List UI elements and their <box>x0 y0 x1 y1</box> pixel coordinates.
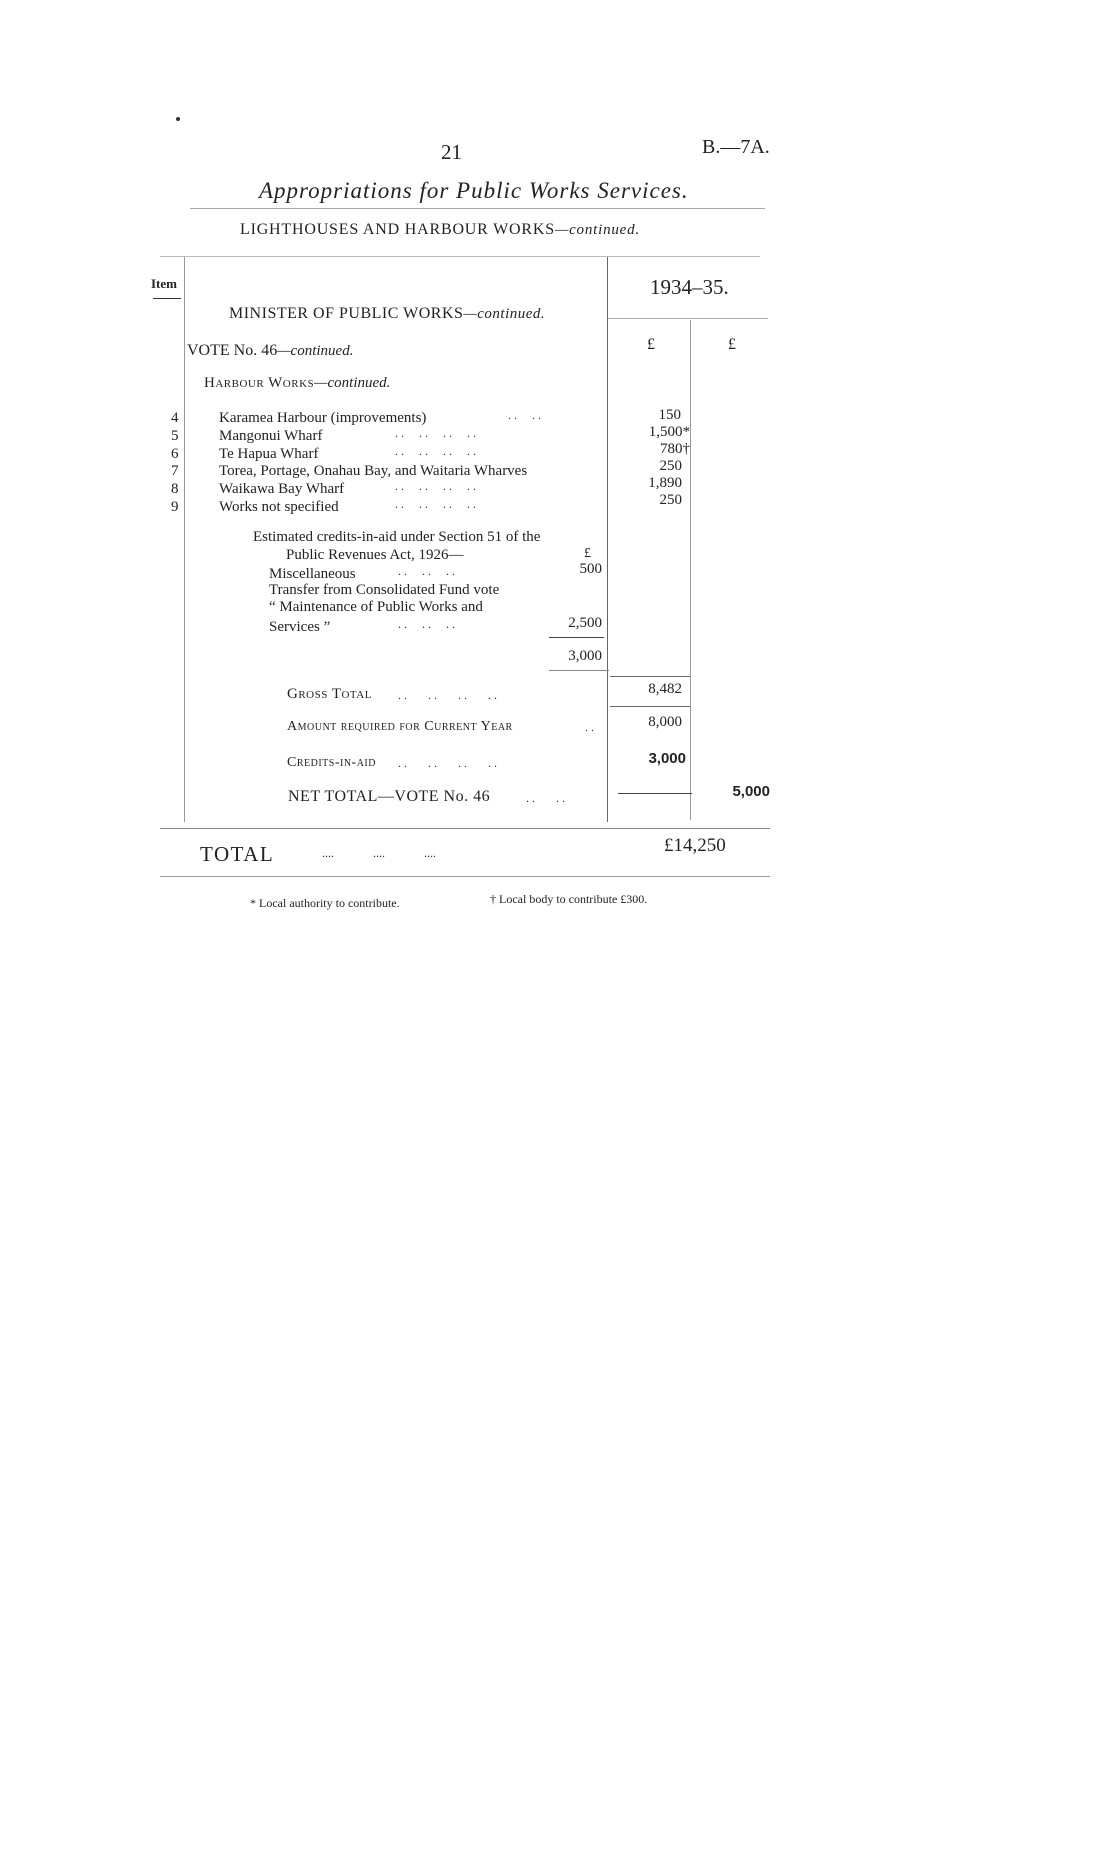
row-label: Works not specified <box>219 499 339 515</box>
credits-in-aid-value: 3,000 <box>648 750 686 767</box>
transfer-line1: Transfer from Consolidated Fund vote <box>269 582 500 598</box>
row-leader: . . . . . . . . <box>395 444 476 458</box>
amount-required-leader: . . <box>585 720 594 734</box>
row-value: 1,500* <box>648 424 690 440</box>
subhead-suffix: —continued. <box>314 375 391 391</box>
vote-suffix: —continued. <box>277 343 354 359</box>
row-item-number: 6 <box>171 446 179 462</box>
item-heading-rule <box>153 298 181 299</box>
minister-suffix: —continued. <box>463 306 546 322</box>
gross-total-label: Gross Total <box>287 686 372 702</box>
section-suffix: —continued. <box>554 222 640 238</box>
subhead-title: Harbour Works <box>204 375 315 391</box>
row-label: Karamea Harbour (improvements) <box>219 410 427 426</box>
misc-value: 500 <box>579 561 602 577</box>
row-leader: . . . . . . . . <box>395 479 476 493</box>
vote-heading <box>187 342 353 360</box>
gross-total-top-rule <box>610 676 690 677</box>
row-item-number: 7 <box>171 463 179 479</box>
section-title: LIGHTHOUSES AND HARBOUR WORKS <box>240 221 555 238</box>
amount-required-label: Amount required for Current Year <box>287 719 513 734</box>
minister-heading <box>229 305 545 323</box>
currency-right: £ <box>728 336 736 353</box>
section-heading <box>240 221 640 239</box>
credits-in-aid-leader: . . . . . . . . <box>398 756 497 770</box>
amount-required-value: 8,000 <box>648 714 682 730</box>
row-leader: . . . . . . . . <box>395 426 476 440</box>
row-leader: . . . . <box>508 408 541 422</box>
total-bottom-rule <box>160 876 770 877</box>
transfer-line3: Services ” <box>269 619 331 635</box>
net-total-value: 5,000 <box>732 783 770 800</box>
year-underline <box>608 318 768 319</box>
footnote-dagger: † Local body to contribute £300. <box>490 892 648 906</box>
credits-intro-line2: Public Revenues Act, 1926— <box>286 547 464 563</box>
gross-total-leader: . . . . . . . . <box>398 688 497 702</box>
row-label: Te Hapua Wharf <box>219 446 319 462</box>
credits-intro-line1: Estimated credits-in-aid under Section 51 of the <box>253 529 541 545</box>
row-label: Waikawa Bay Wharf <box>219 481 345 497</box>
credits-subtotal: 3,000 <box>568 648 602 664</box>
total-value: £14,250 <box>664 835 726 856</box>
transfer-line2: “ Maintenance of Public Works and <box>269 599 483 615</box>
credits-subtotal-rule <box>549 637 604 638</box>
credits-in-aid-label: Credits-in-aid <box>287 755 376 770</box>
net-total-label: NET TOTAL—VOTE No. 46 <box>288 788 491 805</box>
row-label: Torea, Portage, Onahau Bay, and Waitaria Wharves <box>219 463 528 479</box>
page-number: 21 <box>441 140 462 164</box>
pound-column-rule <box>690 320 691 820</box>
table-top-rule <box>160 256 760 257</box>
misc-leader: . . . . . . <box>398 564 455 578</box>
row-item-number: 5 <box>171 428 179 444</box>
total-leader: .... .... .... <box>322 846 436 860</box>
currency-left: £ <box>647 336 655 353</box>
gross-total-bottom-rule <box>610 706 690 707</box>
row-item-number: 8 <box>171 481 179 497</box>
subhead <box>204 375 390 392</box>
total-label: TOTAL <box>200 842 275 866</box>
credits-pound: £ <box>584 546 591 561</box>
transfer-value: 2,500 <box>568 615 602 631</box>
item-column-rule <box>184 257 185 822</box>
document-ref: B.—7A. <box>702 136 770 158</box>
transfer-leader: . . . . . . <box>398 617 455 631</box>
row-value: 780† <box>660 441 690 457</box>
row-value: 1,890 <box>648 475 682 491</box>
ink-speck <box>176 117 180 121</box>
amount-column-rule <box>607 257 608 822</box>
vote-title: VOTE No. 46 <box>187 342 278 359</box>
minister-title: MINISTER OF PUBLIC WORKS <box>229 305 464 322</box>
item-heading: Item <box>151 276 177 291</box>
page-title: Appropriations for Public Works Services. <box>259 178 689 203</box>
title-rule <box>190 208 765 209</box>
row-value: 250 <box>659 492 682 508</box>
net-total-rule <box>618 793 692 794</box>
credits-bottom-rule <box>549 670 609 671</box>
row-leader: . . . . . . . . <box>395 497 476 511</box>
net-total-leader: . . . . <box>526 791 565 805</box>
row-item-number: 4 <box>171 410 179 426</box>
footnote-star: * Local authority to contribute. <box>250 896 400 910</box>
row-item-number: 9 <box>171 499 179 515</box>
gross-total-value: 8,482 <box>648 681 682 697</box>
row-value: 250 <box>659 458 682 474</box>
total-top-rule <box>160 828 770 829</box>
year-heading: 1934–35. <box>650 275 729 299</box>
row-label: Mangonui Wharf <box>219 428 323 444</box>
row-value: 150 <box>658 407 681 423</box>
misc-label: Miscellaneous <box>269 566 356 582</box>
